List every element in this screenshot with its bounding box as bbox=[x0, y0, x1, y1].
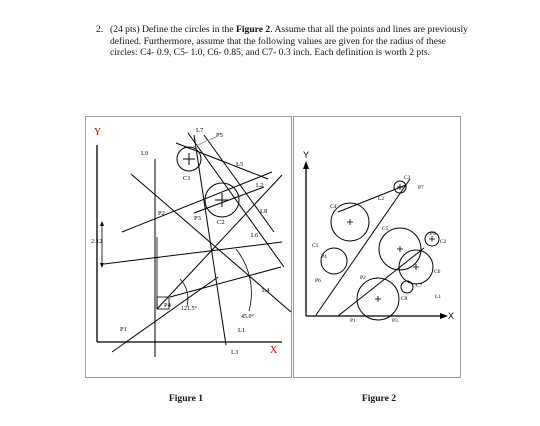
f2-label-L1: L1 bbox=[435, 294, 442, 300]
f1-label-L6: L6 bbox=[251, 232, 259, 239]
dim-arrow-bottom bbox=[100, 263, 104, 268]
f2-label-P5: P5 bbox=[430, 231, 436, 237]
f1-x-axis-label: X bbox=[270, 345, 278, 356]
f2-label-C5: C5 bbox=[382, 226, 389, 232]
line-L5 bbox=[176, 143, 268, 179]
problem-text-part2: . Assume that all the points and lines are previously defined. Furthermore, assume that the following values are given for the radius of these circles: C4- 0.9, C5- 1.0, C6- 0.85, and C7- 0.3 inch. Each definition is worth 2 pts. bbox=[110, 24, 468, 59]
f2-label-L2: L2 bbox=[378, 196, 385, 202]
f1-label-L9: L9 bbox=[141, 150, 149, 157]
f1-label-C2: C2 bbox=[217, 219, 225, 226]
f2-y-axis-label: Y bbox=[303, 150, 310, 160]
f1-label-L8: L8 bbox=[260, 208, 268, 215]
figure-reference: Figure 2 bbox=[236, 24, 271, 35]
line-L8 bbox=[204, 135, 274, 232]
f1-label-L7: L7 bbox=[196, 127, 204, 134]
f2-label-C6: C6 bbox=[434, 269, 441, 275]
f1-label-2-12: 2.12 bbox=[91, 238, 103, 245]
f1-label-P4: P4 bbox=[164, 302, 171, 309]
circle-C7 bbox=[401, 281, 413, 293]
f2-line-L2 bbox=[338, 185, 406, 212]
f1-label-P3: P3 bbox=[194, 215, 201, 222]
f2-x-axis-label: X bbox=[448, 311, 455, 321]
line-L6 bbox=[104, 242, 282, 264]
f2-label-C3: C3 bbox=[404, 175, 411, 181]
circle-C1 bbox=[321, 248, 347, 274]
figure-2-caption: Figure 2 bbox=[361, 393, 397, 404]
f1-label-P2: P2 bbox=[158, 210, 165, 217]
f2-y-arrow bbox=[303, 161, 309, 169]
f1-label-P1: P1 bbox=[120, 326, 127, 333]
f2-label-P4: P4 bbox=[321, 254, 327, 260]
f1-label-L3: L3 bbox=[231, 349, 239, 356]
figure-2-panel bbox=[293, 116, 461, 378]
f2-label-P3: P3 bbox=[392, 318, 398, 324]
f1-label-L2: L2 bbox=[256, 182, 264, 189]
f1-label-45: 45.0° bbox=[241, 314, 254, 320]
f2-label-C7: C7 bbox=[416, 283, 423, 289]
f2-label-C2: C2 bbox=[440, 239, 447, 245]
dim-arrow-top bbox=[100, 221, 104, 226]
f2-label-P2: P2 bbox=[360, 275, 366, 281]
f2-label-C8: C8 bbox=[401, 296, 408, 302]
f2-line-diag bbox=[316, 179, 410, 315]
figure-2-drawing bbox=[294, 117, 462, 379]
problem-text bbox=[110, 24, 468, 59]
f2-label-P7: P7 bbox=[418, 185, 424, 191]
f1-label-121-5: 121.5° bbox=[181, 306, 197, 312]
f2-label-P1: P1 bbox=[350, 318, 356, 324]
problem-statement bbox=[96, 24, 468, 59]
f1-label-L5: L5 bbox=[236, 161, 244, 168]
f1-label-C1: C1 bbox=[183, 175, 191, 182]
f2-label-C4: C4 bbox=[330, 204, 337, 210]
f2-label-C1: C1 bbox=[312, 243, 319, 249]
problem-text-part1: (24 pts) Define the circles in the bbox=[110, 24, 237, 35]
line-P2 bbox=[122, 172, 272, 232]
f1-label-L4: L4 bbox=[262, 287, 270, 294]
problem-number: 2. bbox=[96, 24, 104, 35]
figure-1-caption: Figure 1 bbox=[168, 393, 204, 404]
p5-leader bbox=[193, 137, 216, 147]
arc-45 bbox=[236, 249, 251, 311]
f2-label-P6: P6 bbox=[315, 278, 321, 284]
f1-label-P5: P5 bbox=[216, 132, 223, 139]
figure-1-drawing bbox=[86, 117, 293, 379]
f2-x-arrow bbox=[440, 313, 448, 319]
f1-y-axis-label: Y bbox=[94, 127, 102, 138]
figure-1-panel bbox=[85, 116, 292, 378]
f1-label-L1: L1 bbox=[238, 327, 246, 334]
